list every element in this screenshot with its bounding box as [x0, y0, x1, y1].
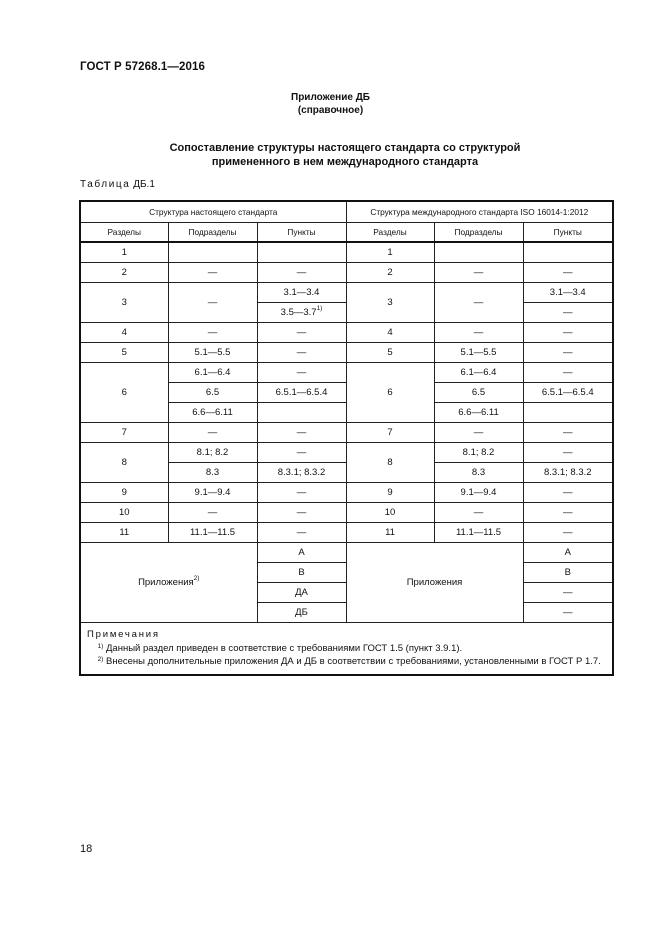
table-row [80, 483, 613, 503]
cell-subsection: — [434, 323, 523, 343]
table-group-header-row [80, 201, 613, 223]
appendix-item-left: ДА [257, 583, 346, 603]
cell-section: 4 [346, 323, 434, 343]
table-row [80, 423, 613, 443]
col-header-subsections-right: Подразделы [434, 223, 523, 243]
section-title-line1: Сопоставление структуры настоящего стандарта со структурой [169, 142, 521, 154]
cell-section: 5 [80, 343, 168, 363]
cell-points: — [257, 423, 346, 443]
document-number: ГОСТ Р 57268.1—2016 [80, 61, 205, 73]
table-row [80, 263, 613, 283]
cell-points: — [523, 483, 613, 503]
cell-subsection: 6.5 [434, 383, 523, 403]
cell-points: 6.5.1—6.5.4 [523, 383, 613, 403]
cell-points: 8.3.1; 8.3.2 [523, 463, 613, 483]
cell-points: — [523, 303, 613, 323]
table-notes [80, 623, 613, 675]
cell-points: 6.5.1—6.5.4 [257, 383, 346, 403]
cell-section: 9 [80, 483, 168, 503]
col-header-points-right: Пункты [523, 223, 613, 243]
cell-section: 7 [80, 423, 168, 443]
table-row [80, 503, 613, 523]
group-header-international: Структура международного стандарта ISO 16014-1:2012 [346, 201, 613, 223]
note-1 [87, 642, 606, 656]
cell-subsection: 6.5 [168, 383, 257, 403]
notes-heading: Примечания [87, 629, 160, 640]
cell-points [257, 303, 346, 323]
appendix-item-left: В [257, 563, 346, 583]
col-header-sections-right: Разделы [346, 223, 434, 243]
footnote-ref-2: 2) [193, 575, 200, 582]
appendix-title: Приложение ДБ [291, 92, 370, 103]
cell-points: — [257, 263, 346, 283]
cell-subsection: — [434, 263, 523, 283]
cell-subsection: — [434, 423, 523, 443]
cell-points: 3.1—3.4 [257, 283, 346, 303]
footnote-ref-1: 1) [316, 305, 323, 312]
table-caption-prefix: Таблица [80, 179, 131, 190]
cell-section: 8 [346, 443, 434, 483]
cell-points: — [257, 503, 346, 523]
cell-subsection: 5.1—5.5 [168, 343, 257, 363]
table-row [80, 363, 613, 383]
cell-points: — [523, 263, 613, 283]
table-row [80, 443, 613, 463]
col-header-points-left: Пункты [257, 223, 346, 243]
group-header-national: Структура настоящего стандарта [80, 201, 346, 223]
cell-subsection: 8.1; 8.2 [168, 443, 257, 463]
cell-subsection: 6.1—6.4 [168, 363, 257, 383]
cell-points: — [523, 323, 613, 343]
cell-points: — [523, 443, 613, 463]
note-1-mark: 1) [97, 642, 104, 650]
cell-points: — [257, 443, 346, 463]
cell-points: — [257, 323, 346, 343]
cell-subsection: — [434, 503, 523, 523]
appendices-label-text: Приложения [138, 577, 194, 588]
cell-subsection: 11.1—11.5 [168, 523, 257, 543]
cell-points: — [257, 363, 346, 383]
cell-points [523, 403, 613, 423]
note-1-text: Данный раздел приведен в соответствие с требованиями ГОСТ 1.5 (пункт 3.9.1). [103, 642, 463, 654]
cell-points: 8.3.1; 8.3.2 [257, 463, 346, 483]
cell-points: 3.1—3.4 [523, 283, 613, 303]
cell-points [523, 242, 613, 263]
appendix-subtitle: (справочное) [297, 105, 364, 116]
cell-subsection: 8.3 [434, 463, 523, 483]
appendices-label-right: Приложения [346, 543, 523, 623]
cell-section: 11 [346, 523, 434, 543]
cell-subsection: 9.1—9.4 [434, 483, 523, 503]
table-row [80, 242, 613, 263]
appendix-item-left: ДБ [257, 603, 346, 623]
cell-points: — [257, 483, 346, 503]
table-row-appendix [80, 543, 613, 563]
section-title-line2: примененного в нем международного стандарта [211, 155, 479, 168]
cell-subsection: 8.1; 8.2 [434, 443, 523, 463]
cell-subsection: — [168, 423, 257, 443]
cell-section: 3 [80, 283, 168, 323]
section-title [90, 142, 600, 169]
appendix-item-right: — [523, 583, 613, 603]
cell-points: — [523, 423, 613, 443]
table-column-header-row [80, 223, 613, 243]
cell-points: — [523, 363, 613, 383]
cell-points: — [523, 503, 613, 523]
cell-subsection: 9.1—9.4 [168, 483, 257, 503]
cell-points: — [523, 343, 613, 363]
appendix-item-right: — [523, 603, 613, 623]
cell-points [257, 242, 346, 263]
cell-section: 6 [346, 363, 434, 423]
table-row [80, 323, 613, 343]
cell-section: 4 [80, 323, 168, 343]
comparison-table [79, 200, 614, 676]
cell-section: 2 [346, 263, 434, 283]
cell-section: 8 [80, 443, 168, 483]
cell-points [257, 403, 346, 423]
col-header-subsections-left: Подразделы [168, 223, 257, 243]
cell-subsection: — [168, 323, 257, 343]
appendix-item-right: В [523, 563, 613, 583]
table-caption [80, 179, 155, 190]
cell-points: — [257, 523, 346, 543]
appendix-item-left: А [257, 543, 346, 563]
cell-subsection: 11.1—11.5 [434, 523, 523, 543]
appendix-heading [0, 91, 661, 117]
cell-subsection: 8.3 [168, 463, 257, 483]
cell-section: 3 [346, 283, 434, 323]
table-row [80, 523, 613, 543]
note-2 [87, 655, 606, 669]
cell-points: — [523, 523, 613, 543]
cell-section: 7 [346, 423, 434, 443]
cell-section: 9 [346, 483, 434, 503]
cell-section: 6 [80, 363, 168, 423]
cell-subsection: 6.1—6.4 [434, 363, 523, 383]
table-row [80, 343, 613, 363]
cell-subsection [434, 242, 523, 263]
table-row [80, 283, 613, 303]
cell-section: 5 [346, 343, 434, 363]
cell-points-text: 3.5—3.7 [280, 307, 317, 318]
col-header-sections-left: Разделы [80, 223, 168, 243]
cell-section: 1 [346, 242, 434, 263]
table-caption-number: ДБ.1 [133, 179, 155, 190]
cell-subsection: — [168, 263, 257, 283]
appendix-item-right: А [523, 543, 613, 563]
cell-subsection: 6.6—6.11 [168, 403, 257, 423]
cell-section: 11 [80, 523, 168, 543]
cell-subsection: — [434, 283, 523, 323]
cell-points: — [257, 343, 346, 363]
cell-section: 2 [80, 263, 168, 283]
cell-subsection: — [168, 283, 257, 323]
page-number: 18 [80, 843, 93, 855]
cell-subsection: 6.6—6.11 [434, 403, 523, 423]
appendices-label-left [80, 543, 257, 623]
table-notes-row [80, 623, 613, 675]
note-2-text: Внесены дополнительные приложения ДА и ДБ в соответствии с требованиями, установленными в ГОСТ Р 1.7. [103, 656, 601, 667]
note-2-mark: 2) [97, 656, 104, 663]
cell-subsection: — [168, 503, 257, 523]
cell-section: 10 [346, 503, 434, 523]
cell-section: 1 [80, 242, 168, 263]
cell-section: 10 [80, 503, 168, 523]
cell-subsection: 5.1—5.5 [434, 343, 523, 363]
cell-subsection [168, 242, 257, 263]
